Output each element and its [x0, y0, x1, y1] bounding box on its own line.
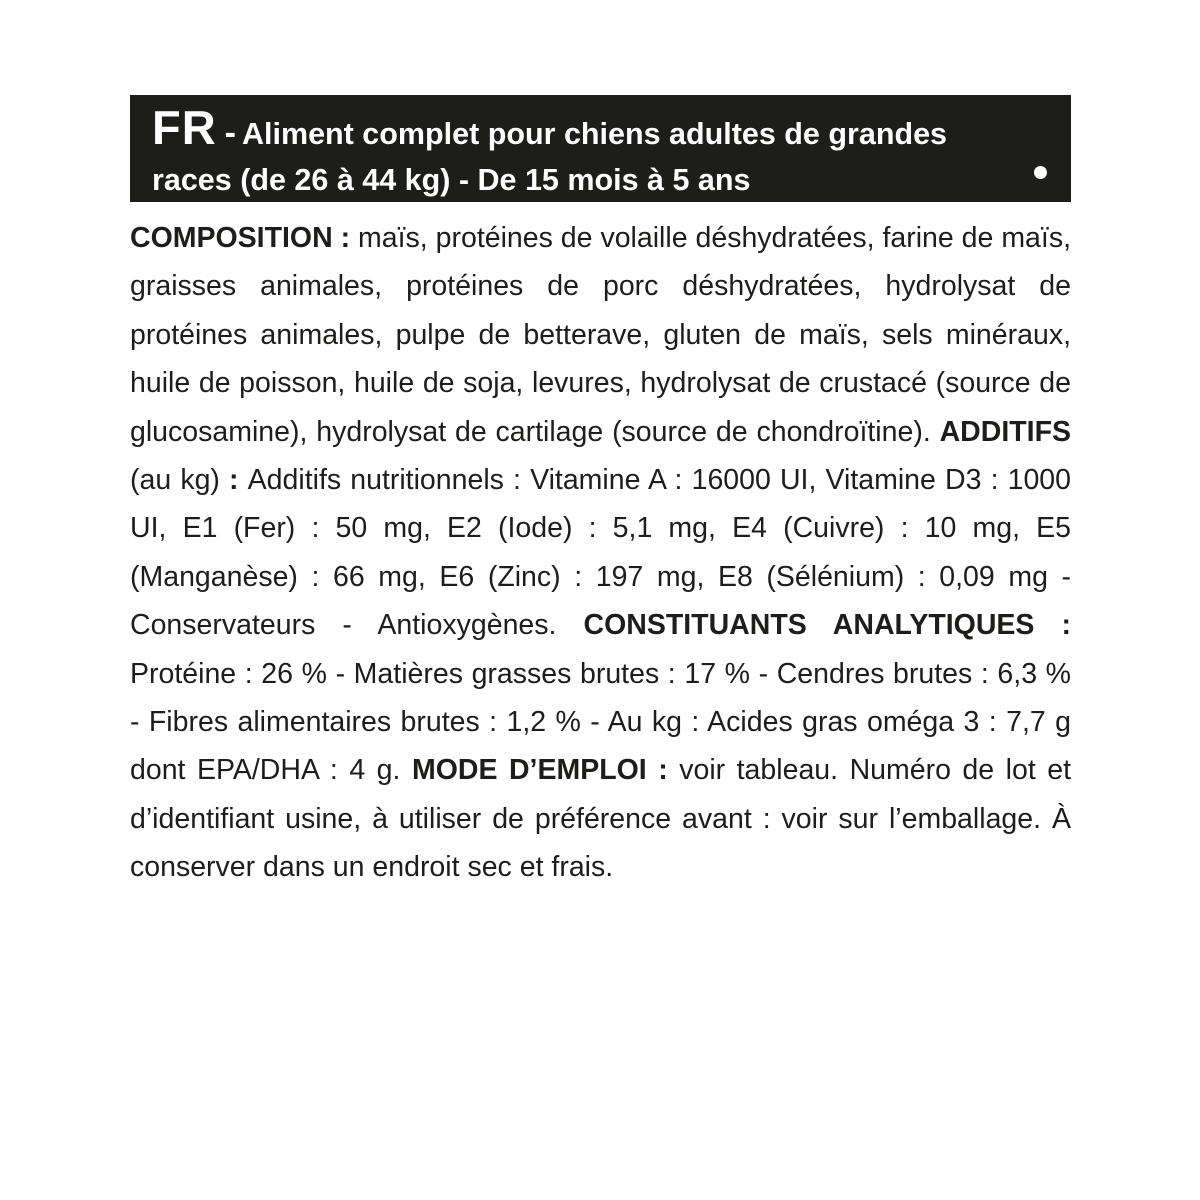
- label-text-segment: Additifs nutritionnels : Vitamine A : 16000 UI, Vitamine D3 : 1000 UI, E1 (Fer) : 50 mg, E2 (Iode) : 5,1 mg, E4 (Cuivre) : 10 mg, E5 (Manganèse) : 66 mg, E6 (Zinc) : 197 mg, E8 (Sélénium) : 0,09 mg - Conservateurs - Antioxygènes.: [130, 464, 1072, 642]
- label-section-heading: COMPOSITION :: [130, 222, 359, 254]
- label-text-segment: voir tableau. Numéro de lot et d’identifiant usine, à utiliser de préférence avant : voir sur l’emballage. À conserver dans un endroit sec et frais.: [130, 754, 1072, 884]
- label-section-heading: ADDITIFS: [939, 415, 1071, 448]
- label-text-segment: (au kg): [130, 464, 220, 497]
- bullet-dot-icon: [1034, 166, 1047, 179]
- header-title-line1: Aliment complet pour chiens adultes de grandes: [241, 117, 948, 151]
- label-text-segment: maïs, protéines de volaille déshydratées, farine de maïs, graisses animales, protéines de porc déshydratées, hydrolysat de protéines animales, pulpe de betterave, gluten de maïs, sels minéraux, huile de poisson, huile de soja, levures, hydrolysat de crustacé (source de glucosamine), hydrolysat de cartilage (source de chondroïtine).: [130, 222, 1071, 448]
- header-title-line2: races (de 26 à 44 kg) - De 15 mois à 5 ans: [152, 163, 751, 197]
- label-section-heading: CONSTITUANTS ANALYTIQUES :: [583, 609, 1071, 642]
- label-section-heading: :: [219, 464, 248, 497]
- header-dash: -: [224, 114, 236, 152]
- label-text-segment: Protéine : 26 % - Matières grasses brutes : 17 % - Cendres brutes : 6,3 % - Fibres alimentaires brutes : 1,2 % - Au kg : Acides gras oméga 3 : 7,7 g dont EPA/DHA : 4 g.: [130, 657, 1071, 787]
- label-body-text: [130, 214, 1071, 892]
- language-header-bar: [130, 95, 1071, 202]
- language-code: FR: [152, 101, 217, 154]
- label-section-heading: MODE D’EMPLOI :: [411, 754, 680, 787]
- header-title: [130, 95, 1071, 206]
